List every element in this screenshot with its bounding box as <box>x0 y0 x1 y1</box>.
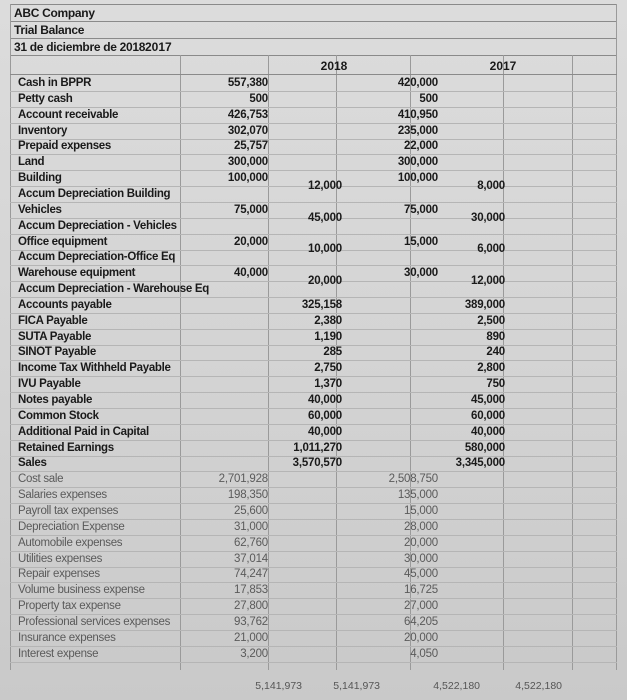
account-label: Income Tax Withheld Payable <box>18 362 171 375</box>
credit-2018-cell: 3,570,570 <box>292 457 342 470</box>
debit-2017-cell: 28,000 <box>404 520 438 533</box>
row-divider <box>10 440 617 441</box>
debit-2018-cell: 426,753 <box>227 108 268 121</box>
account-label: Automobile expenses <box>18 536 123 549</box>
credit-2018-cell: 10,000 <box>308 243 342 256</box>
row-divider <box>10 630 617 631</box>
account-label: Prepaid expenses <box>18 140 112 153</box>
column-header-2017: 2017 <box>489 59 517 73</box>
account-label: Land <box>18 156 45 169</box>
grid-line <box>180 55 181 670</box>
row-divider <box>10 376 617 377</box>
account-label: Building <box>18 172 62 185</box>
account-label: Inventory <box>18 124 68 137</box>
credit-2017-cell: 60,000 <box>471 409 505 422</box>
debit-2017-cell: 22,000 <box>404 140 438 153</box>
account-label: Retained Earnings <box>18 441 114 454</box>
credit-2018-cell: 60,000 <box>308 409 342 422</box>
border-top <box>10 4 617 5</box>
total-debit-2018: 5,141,973 <box>255 680 302 692</box>
credit-2018-cell: 40,000 <box>308 425 342 438</box>
debit-2018-cell: 302,070 <box>227 124 268 137</box>
row-divider <box>10 456 617 457</box>
debit-2017-cell: 15,000 <box>404 235 438 248</box>
credit-2018-cell: 40,000 <box>308 394 342 406</box>
account-label: FICA Payable <box>18 314 88 327</box>
account-label: Petty cash <box>18 92 73 105</box>
debit-2017-cell: 30,000 <box>404 267 438 280</box>
credit-2018-cell: 12,000 <box>308 179 342 192</box>
account-label: IVU Payable <box>18 378 81 391</box>
debit-2018-cell: 75,000 <box>234 203 268 216</box>
row-divider <box>10 91 617 92</box>
grid-line <box>572 55 573 670</box>
row-divider <box>10 297 617 298</box>
debit-2018-cell: 40,000 <box>234 267 268 280</box>
account-label: Additional Paid in Capital <box>18 425 149 438</box>
debit-2018-cell: 2,701,928 <box>218 473 268 486</box>
debit-2017-cell: 64,205 <box>404 615 438 628</box>
row-divider <box>10 567 617 568</box>
credit-2017-cell: 389,000 <box>464 298 505 311</box>
row-divider <box>10 646 617 647</box>
debit-2018-cell: 25,757 <box>234 140 268 153</box>
row-divider <box>10 38 617 39</box>
credit-2018-cell: 45,000 <box>308 211 342 224</box>
row-divider <box>10 471 617 472</box>
row-divider <box>10 139 617 140</box>
row-divider <box>10 614 617 615</box>
debit-2017-cell: 20,000 <box>404 631 438 644</box>
row-divider <box>10 234 617 235</box>
debit-2018-cell: 17,853 <box>234 584 268 597</box>
row-divider <box>10 107 617 108</box>
account-label: Accum Depreciation - Warehouse Eq <box>18 283 209 296</box>
debit-2018-cell: 27,800 <box>234 600 268 613</box>
account-label: Volume business expense <box>18 584 145 597</box>
account-label: Cost sale <box>18 473 64 486</box>
account-label: Repair expenses <box>18 568 100 581</box>
row-divider <box>10 503 617 504</box>
debit-2018-cell: 100,000 <box>227 172 268 185</box>
credit-2017-cell: 45,000 <box>471 394 505 406</box>
row-divider <box>10 519 617 520</box>
account-label: Account receivable <box>18 108 119 121</box>
debit-2017-cell: 410,950 <box>397 108 438 121</box>
account-label: Cash in BPPR <box>18 77 92 89</box>
row-divider <box>10 74 617 75</box>
debit-2018-cell: 557,380 <box>227 77 268 89</box>
credit-2017-cell: 580,000 <box>464 441 505 454</box>
row-divider <box>10 424 617 425</box>
debit-2018-cell: 21,000 <box>234 631 268 644</box>
credit-2018-cell: 325,158 <box>301 298 342 311</box>
debit-2018-cell: 500 <box>249 92 268 105</box>
credit-2018-cell: 2,750 <box>314 362 342 375</box>
account-label: SUTA Payable <box>18 330 92 343</box>
debit-2018-cell: 31,000 <box>234 520 268 533</box>
credit-2018-cell: 285 <box>323 346 342 359</box>
credit-2017-cell: 3,345,000 <box>455 457 505 470</box>
credit-2017-cell: 30,000 <box>471 211 505 224</box>
total-credit-2017: 4,522,180 <box>515 680 562 692</box>
debit-2017-cell: 2,508,750 <box>388 473 438 486</box>
debit-2018-cell: 20,000 <box>234 235 268 248</box>
debit-2018-cell: 93,762 <box>234 615 268 628</box>
report-date: 31 de diciembre de 2018 <box>14 40 146 54</box>
credit-2017-cell: 240 <box>486 346 505 359</box>
account-label: Salaries expenses <box>18 489 107 502</box>
row-divider <box>10 408 617 409</box>
debit-2017-cell: 235,000 <box>397 124 438 137</box>
debit-2018-cell: 25,600 <box>234 504 268 517</box>
credit-2017-cell: 40,000 <box>471 425 505 438</box>
account-label: Notes payable <box>18 394 93 406</box>
row-divider <box>10 313 617 314</box>
credit-2017-cell: 890 <box>486 330 505 343</box>
account-label: Common Stock <box>18 409 99 422</box>
total-credit-2018: 5,141,973 <box>333 680 380 692</box>
debit-2017-cell: 135,000 <box>397 489 438 502</box>
row-divider <box>10 265 617 266</box>
account-label: Payroll tax expenses <box>18 504 119 517</box>
credit-2018-cell: 1,190 <box>314 330 342 343</box>
row-divider <box>10 551 617 552</box>
row-divider <box>10 662 617 663</box>
account-label: Insurance expenses <box>18 631 116 644</box>
column-header-2018: 2018 <box>320 59 348 73</box>
credit-2017-cell: 750 <box>486 378 505 391</box>
debit-2018-cell: 198,350 <box>227 489 268 502</box>
credit-2018-cell: 1,011,270 <box>293 441 342 454</box>
row-divider <box>10 487 617 488</box>
account-label: Interest expense <box>18 647 99 660</box>
report-title: Trial Balance <box>14 23 85 37</box>
row-divider <box>10 535 617 536</box>
debit-2017-cell: 500 <box>419 92 438 105</box>
row-divider <box>10 154 617 155</box>
debit-2018-cell: 300,000 <box>227 156 268 169</box>
credit-2017-cell: 8,000 <box>477 179 505 192</box>
row-divider <box>10 598 617 599</box>
credit-2018-cell: 2,380 <box>314 314 342 327</box>
debit-2017-cell: 4,050 <box>410 647 438 660</box>
total-debit-2017: 4,522,180 <box>433 680 480 692</box>
account-label: Vehicles <box>18 203 62 216</box>
debit-2017-cell: 16,725 <box>404 584 438 597</box>
account-label: Office equipment <box>18 235 108 248</box>
account-label: Warehouse equipment <box>18 267 136 280</box>
debit-2018-cell: 62,760 <box>234 536 268 549</box>
account-label: Depreciation Expense <box>18 520 125 533</box>
account-label: SINOT Payable <box>18 346 96 359</box>
debit-2017-cell: 100,000 <box>397 172 438 185</box>
debit-2017-cell: 75,000 <box>404 203 438 216</box>
alt-year: 2017 <box>145 40 172 54</box>
row-divider <box>10 582 617 583</box>
debit-2017-cell: 420,000 <box>397 77 438 89</box>
account-label: Sales <box>18 457 47 470</box>
credit-2017-cell: 2,800 <box>477 362 505 375</box>
account-label: Accounts payable <box>18 298 112 311</box>
grid-line <box>616 4 617 670</box>
row-divider <box>10 55 617 56</box>
credit-2018-cell: 1,370 <box>314 378 342 391</box>
account-label: Accum Depreciation - Vehicles <box>18 219 177 232</box>
debit-2018-cell: 37,014 <box>234 552 268 565</box>
row-divider <box>10 392 617 393</box>
account-label: Utilities expenses <box>18 552 103 565</box>
debit-2017-cell: 45,000 <box>404 568 438 581</box>
debit-2017-cell: 300,000 <box>397 156 438 169</box>
row-divider <box>10 21 617 22</box>
debit-2018-cell: 74,247 <box>234 568 268 581</box>
debit-2017-cell: 27,000 <box>404 600 438 613</box>
row-divider <box>10 202 617 203</box>
account-label: Property tax expense <box>18 600 121 613</box>
grid-line <box>10 4 11 670</box>
debit-2017-cell: 20,000 <box>404 536 438 549</box>
row-divider <box>10 360 617 361</box>
row-divider <box>10 345 617 346</box>
credit-2017-cell: 12,000 <box>471 275 505 288</box>
credit-2017-cell: 2,500 <box>477 314 505 327</box>
debit-2017-cell: 15,000 <box>404 504 438 517</box>
debit-2017-cell: 30,000 <box>404 552 438 565</box>
credit-2018-cell: 20,000 <box>308 275 342 288</box>
account-label: Accum Depreciation Building <box>18 187 171 200</box>
debit-2018-cell: 3,200 <box>240 647 268 660</box>
grid-line <box>268 55 269 670</box>
company-name: ABC Company <box>14 6 95 20</box>
row-divider <box>10 329 617 330</box>
account-label: Accum Depreciation-Office Eq <box>18 251 176 264</box>
account-label: Professional services expenses <box>18 615 171 628</box>
row-divider <box>10 170 617 171</box>
row-divider <box>10 123 617 124</box>
credit-2017-cell: 6,000 <box>477 243 505 256</box>
